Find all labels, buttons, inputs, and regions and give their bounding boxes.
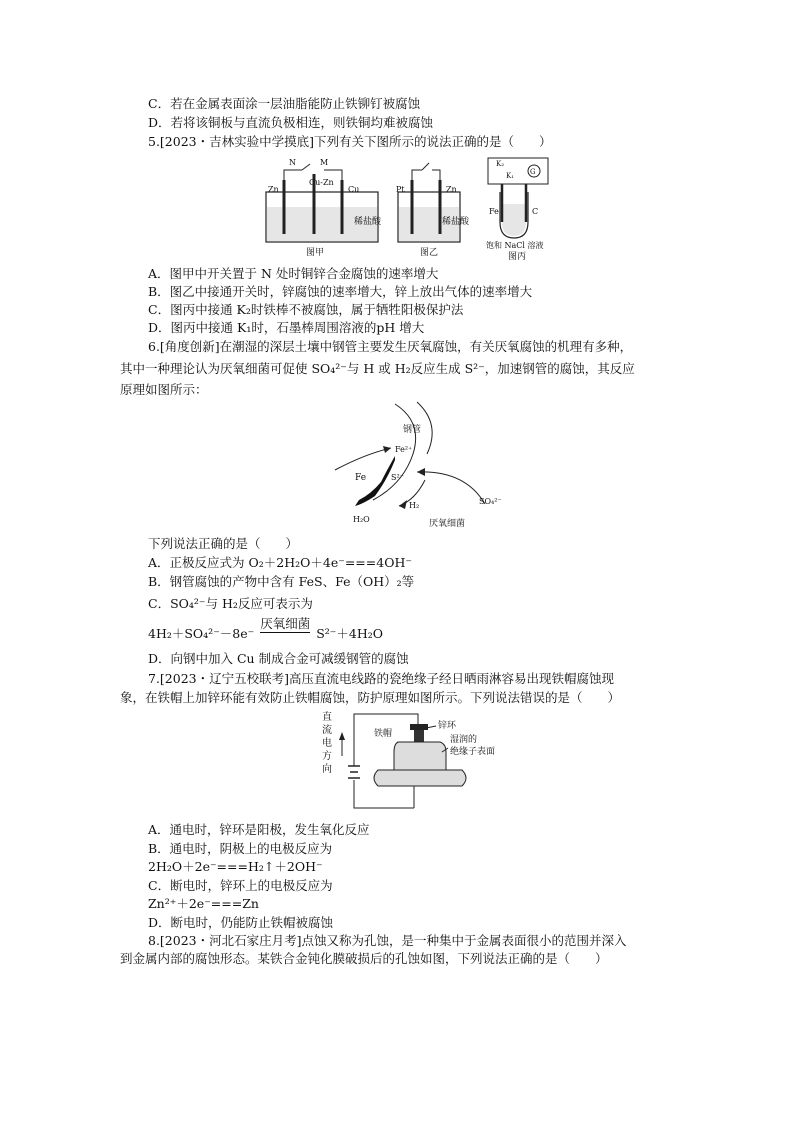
label-pipe: 钢管 [403, 425, 422, 435]
q7-option-b: B．通电时，阴极上的电极反应为 [148, 841, 333, 856]
svg-text:流: 流 [322, 725, 332, 736]
label-Fe: Fe [489, 207, 499, 216]
label-cap: 铁帽 [374, 729, 393, 739]
q5-option-a: A．图甲中开关置于 N 处时铜锌合金腐蚀的速率增大 [148, 266, 439, 281]
label-Zn: Zn [268, 185, 279, 194]
label-so4: SO₄²⁻ [479, 497, 502, 506]
q6-stem-line1: 6.[角度创新]在潮湿的深层土壤中钢管主要发生厌氧腐蚀，有关厌氧腐蚀的机理有多种， [148, 339, 633, 354]
label-Cu: Cu [348, 185, 360, 194]
q7-figure [318, 708, 538, 814]
label-CuZn: Cu-Zn [309, 178, 334, 187]
equation-left: 4H₂＋SO₄²⁻－8e⁻ [148, 626, 255, 641]
label-K1: K₁ [506, 172, 515, 180]
label-G: G [530, 168, 536, 176]
caption-yi: 图乙 [420, 248, 439, 258]
q7-option-c: C．断电时，锌环上的电极反应为 [148, 878, 333, 893]
label-nacl: 饱和 NaCl 溶液 [486, 241, 544, 250]
fig-yi [396, 163, 470, 258]
q7-stem-line1: 7.[2023・辽宁五校联考]高压直流电线路的瓷绝缘子经日晒雨淋容易出现铁帽腐蚀现 [148, 671, 614, 686]
q5-option-b: B．图乙中接通开关时，锌腐蚀的速率增大，锌上放出气体的速率增大 [148, 284, 533, 299]
svg-text:方: 方 [322, 751, 332, 762]
label-bacteria: 厌氧细菌 [429, 519, 466, 528]
q6-option-c: C．SO₄²⁻与 H₂反应可表示为 [148, 596, 313, 611]
q8-stem-line1: 8.[2023・河北石家庄月考]点蚀又称为孔蚀，是一种集中于金属表面很小的范围并深入 [148, 933, 627, 948]
q7-option-b-equation: 2H₂O＋2e⁻===H₂↑＋2OH⁻ [148, 859, 323, 874]
q6-option-d: D．向钢中加入 Cu 制成合金可减缓钢管的腐蚀 [148, 651, 409, 666]
fig-bing [486, 158, 548, 260]
label-K2: K₂ [496, 160, 505, 168]
label-s2: S²⁻ [391, 473, 404, 482]
q6-stem-line3: 原理如图所示： [120, 382, 208, 397]
direction-label [322, 710, 332, 775]
label-ring: 锌环 [438, 721, 457, 731]
q6-stem-line2: 其中一种理论认为厌氧细菌可促使 SO₄²⁻与 H 或 H₂反应生成 S²⁻，加速钢管的腐蚀，其反应 [120, 361, 635, 376]
label-fe: Fe [355, 473, 367, 483]
label-fe2: Fe²⁺ [395, 445, 413, 454]
q6-question: 下列说法正确的是（ ） [148, 536, 299, 551]
label-surface1: 湿润的 [450, 735, 478, 745]
q5-stem: 5.[2023・吉林实验中学摸底]下列有关下图所示的说法正确的是（ ） [148, 134, 552, 149]
label-acid1: 稀盐酸 [354, 217, 382, 227]
q7-option-c-equation: Zn²⁺＋2e⁻===Zn [148, 896, 259, 911]
q4-option-d: D．若将该铜板与直流负极相连，则铁铜均难被腐蚀 [148, 115, 434, 130]
caption-jia: 图甲 [306, 248, 325, 258]
label-h2o: H₂O [353, 515, 370, 524]
label-surface2: 绝缘子表面 [450, 747, 496, 757]
caption-bing: 图丙 [508, 252, 527, 260]
q7-option-a: A．通电时，锌环是阳极，发生氧化反应 [148, 822, 370, 837]
svg-text:向: 向 [322, 764, 332, 775]
q6-option-c-equation [148, 616, 384, 643]
equation-condition: 厌氧细菌 [260, 616, 311, 631]
label-Pt: Pt [396, 185, 405, 194]
label-Zn2: Zn [446, 185, 457, 194]
q5-option-c: C．图丙中接通 K₂时铁棒不被腐蚀，属于牺牲阳极保护法 [148, 302, 464, 317]
label-acid2: 稀盐酸 [442, 217, 470, 227]
label-C: C [532, 207, 539, 216]
q7-option-d: D．断电时，仍能防止铁帽被腐蚀 [148, 915, 334, 930]
q7-stem-line2: 象，在铁帽上加锌环能有效防止铁帽腐蚀，防护原理如图所示。下列说法错误的是（ ） [120, 690, 621, 705]
q4-option-c: C．若在金属表面涂一层油脂能防止铁铆钉被腐蚀 [148, 96, 421, 111]
svg-text:电: 电 [322, 738, 332, 749]
q5-option-d: D．图丙中接通 K₁时，石墨棒周围溶液的pH 增大 [148, 320, 425, 335]
equation-right: S²⁻＋4H₂O [316, 626, 384, 641]
q8-stem-line2: 到金属内部的腐蚀形态。某铁合金钝化膜破损后的孔蚀如图，下列说法正确的是（ ） [120, 951, 608, 966]
q5-figure [262, 152, 554, 260]
label-N: N [289, 158, 296, 167]
q6-option-a: A．正极反应式为 O₂＋2H₂O＋4e⁻===4OH⁻ [148, 555, 412, 570]
fig-jia [266, 158, 382, 258]
q6-option-b: B．钢管腐蚀的产物中含有 FeS、Fe（OH）₂等 [148, 574, 415, 589]
label-M: M [320, 158, 329, 167]
q6-figure [325, 400, 515, 528]
svg-text:直: 直 [322, 712, 332, 723]
label-h2: H₂ [409, 501, 420, 510]
